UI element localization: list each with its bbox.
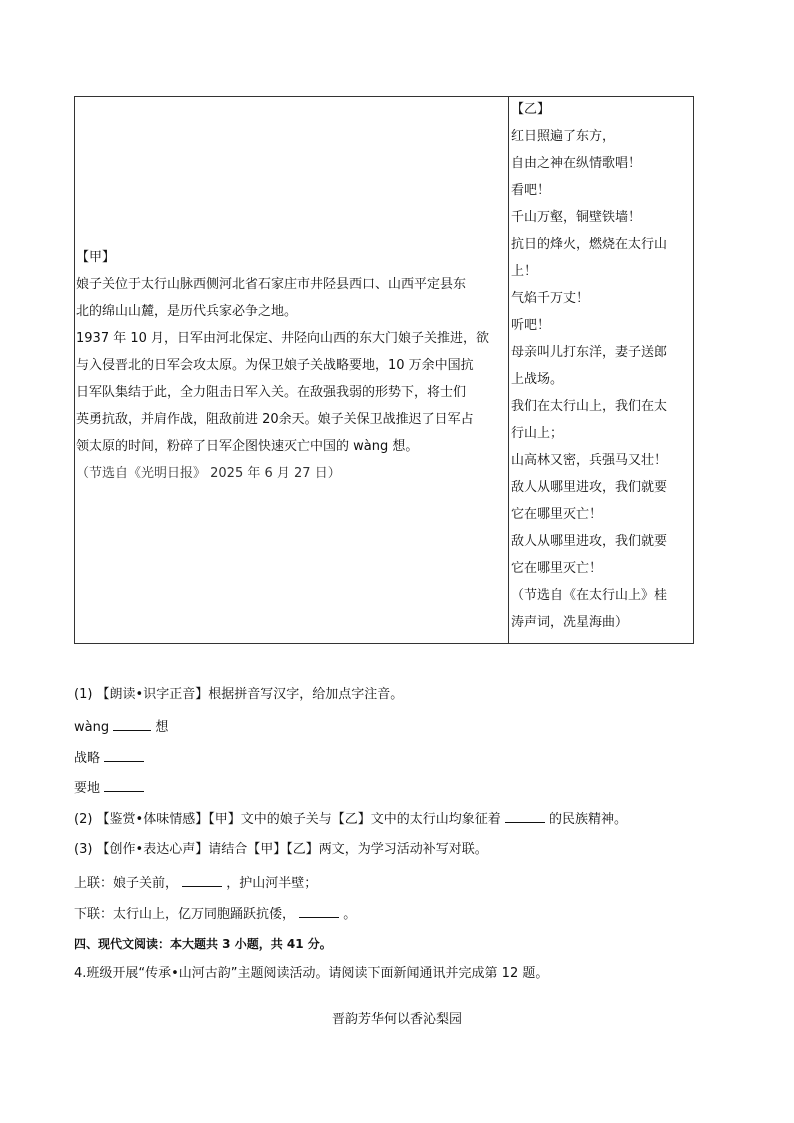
passage-yi-line: 我们在太行山上，我们在太 (511, 399, 668, 414)
answer-blank-3b[interactable] (299, 903, 339, 918)
passage-yi-line: 看吧！ (511, 183, 551, 198)
pinyin-label: wàng (74, 720, 110, 735)
passage-yi-line: 上！ (511, 264, 538, 279)
article-title: 晋韵芳华何以香沁梨园 (331, 1012, 462, 1027)
couplet-lower-text-end: 。 (343, 907, 357, 922)
question-2-text-end: 的民族精神。 (549, 812, 628, 827)
answer-blank-1a[interactable] (113, 716, 151, 731)
couplet-lower (74, 903, 356, 925)
item-text: 战略 (74, 751, 101, 766)
couplet-upper (74, 872, 317, 894)
passage-jia-line: 领太原的时间，粉碎了日军企图快速灭亡中国的 wàng 想。 (76, 439, 419, 454)
passage-yi-line: 红日照遍了东方， (511, 129, 616, 144)
passage-jia-label: 【甲】 (76, 250, 116, 265)
couplet-upper-text-end: ，护山河半壁； (226, 876, 318, 891)
passage-yi-line: 听吧！ (511, 318, 551, 333)
passage-yi-source: （节选自《在太行山上》桂 (511, 588, 668, 603)
passage-jia-line: 1937 年 10 月，日军由河北保定、井陉向山西的东大门娘子关推进，欲 (76, 331, 490, 346)
question-2-text: (2) 【鉴赏•体味情感】【甲】文中的娘子关与【乙】文中的太行山均象征着 (74, 812, 501, 827)
question-2 (74, 808, 627, 830)
passage-yi-source: 涛声词，冼星海曲） (511, 615, 629, 630)
passage-yi-line: 自由之神在纵情歌唱！ (511, 156, 642, 171)
passage-yi-line: 它在哪里灭亡！ (511, 561, 603, 576)
question-1: (1) 【朗读•识字正音】根据拼音写汉字，给加点字注音。 (74, 687, 404, 702)
passage-yi-line: 千山万壑，铜壁铁墙！ (511, 210, 642, 225)
item-text: 想 (155, 720, 169, 735)
item-text: 要地 (74, 781, 101, 796)
passage-yi-label: 【乙】 (511, 102, 551, 117)
passage-yi-line: 敌人从哪里进攻，我们就要 (511, 534, 668, 549)
answer-blank-1b[interactable] (104, 747, 144, 762)
passage-jia (76, 244, 506, 487)
passage-yi-line: 行山上； (511, 426, 564, 441)
section-4-heading: 四、现代文阅读：本大题共 3 小题，共 41 分。 (74, 937, 332, 951)
question-3: (3) 【创作•表达心声】请结合【甲】【乙】两文，为学习活动补写对联。 (74, 842, 488, 857)
answer-blank-2[interactable] (505, 808, 545, 823)
question-1-item-a (74, 716, 168, 738)
couplet-lower-text: 下联：太行山上，亿万同胞踊跃抗倭， (74, 907, 296, 922)
section-4-intro: 4.班级开展“传承•山河古韵”主题阅读活动。请阅读下面新闻通讯并完成第 12 题。 (74, 966, 549, 981)
passage-yi-line: 气焰千万丈！ (511, 291, 590, 306)
passage-yi-line: 它在哪里灭亡！ (511, 507, 603, 522)
question-1-item-c (74, 777, 144, 799)
answer-blank-1c[interactable] (104, 777, 144, 792)
passage-yi-line: 上战场。 (511, 372, 564, 387)
passage-jia-line: 北的绵山山麓，是历代兵家必争之地。 (76, 304, 298, 319)
passage-jia-line: 日军队集结于此，全力阻击日军入关。在敌强我弱的形势下，将士们 (76, 385, 467, 400)
passage-yi-line: 山高林又密，兵强马又壮！ (511, 453, 668, 468)
passage-yi-line: 抗日的烽火，燃烧在太行山 (511, 237, 668, 252)
passage-jia-line: 娘子关位于太行山脉西侧河北省石家庄市井陉县西口、山西平定县东 (76, 277, 467, 292)
couplet-upper-text: 上联：娘子关前， (74, 876, 179, 891)
passage-yi-line: 母亲叫儿打东洋，妻子送郎 (511, 345, 668, 360)
question-1-item-b (74, 747, 144, 769)
answer-blank-3a[interactable] (182, 872, 222, 887)
passage-jia-source: （节选自《光明日报》 2025 年 6 月 27 日） (76, 466, 341, 481)
table-divider (508, 96, 509, 644)
passage-jia-line: 与入侵晋北的日军会攻太原。为保卫娘子关战略要地，10 万余中国抗 (76, 358, 474, 373)
passage-jia-line: 英勇抗敌，并肩作战，阻敌前进 20余天。娘子关保卫战推迟了日军占 (76, 412, 474, 427)
passage-yi-line: 敌人从哪里进攻，我们就要 (511, 480, 668, 495)
passage-yi (511, 96, 691, 636)
